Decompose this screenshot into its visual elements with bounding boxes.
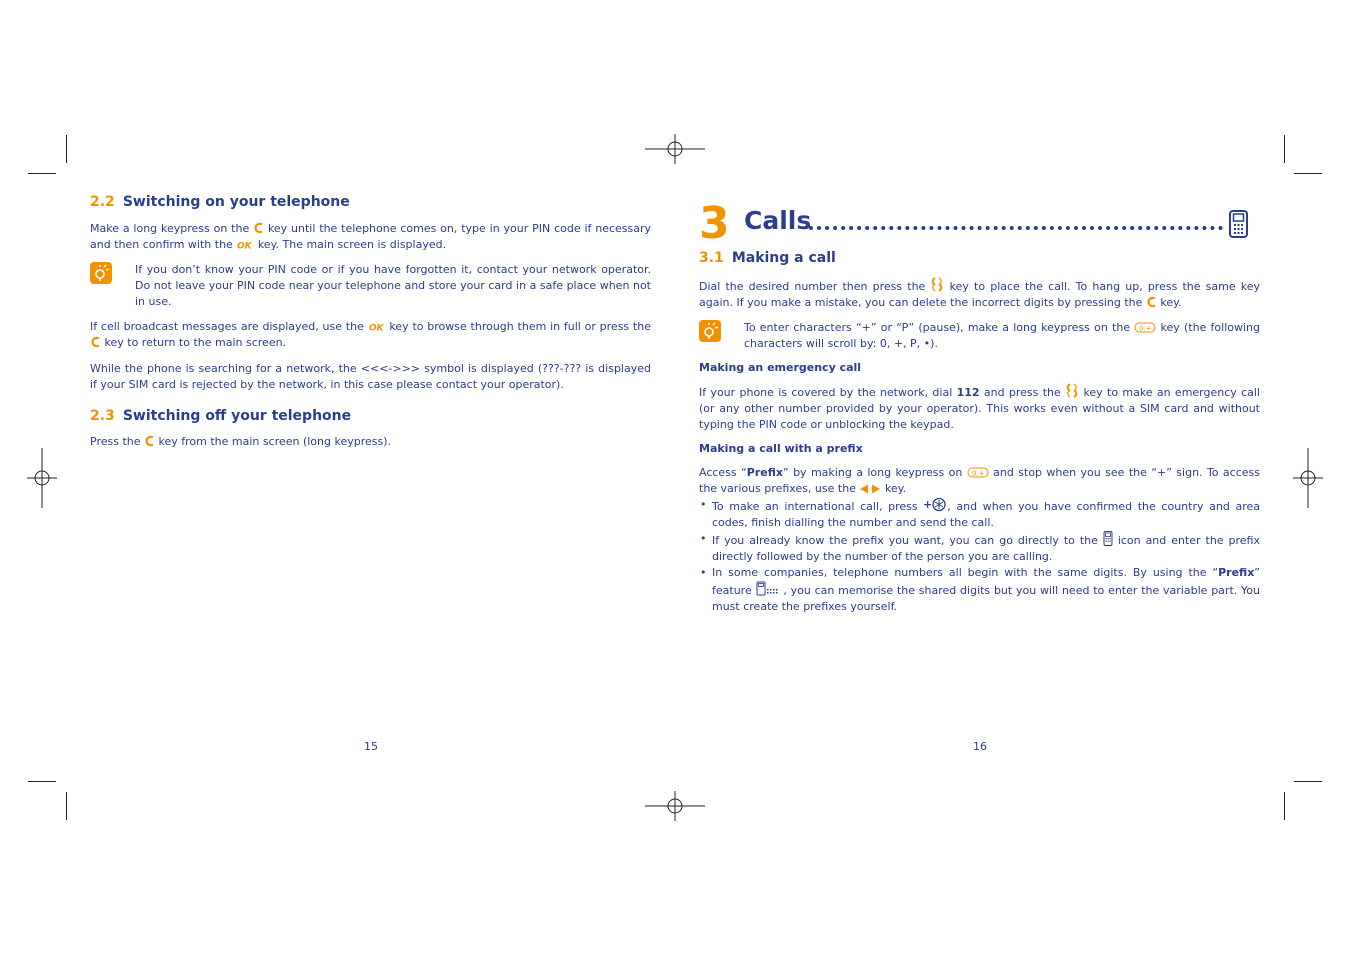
paragraph-switch-off	[90, 434, 651, 450]
text: Dial the desired number then press the	[699, 280, 926, 293]
section-2-2-heading	[90, 194, 651, 210]
section-3-1-heading	[699, 250, 1260, 266]
svg-text:0.+: 0.+	[1139, 324, 1152, 333]
section-title: Switching off your telephone	[122, 408, 352, 424]
text: key. The main screen is displayed.	[257, 238, 447, 251]
call-key-icon	[930, 277, 944, 292]
tip-text	[744, 320, 1260, 352]
prefix-heading: Making a call with a prefix	[699, 442, 863, 455]
right-page	[699, 250, 1260, 615]
phone-icon	[1103, 531, 1113, 546]
section-number: 3.1	[699, 250, 724, 266]
left-page	[90, 194, 651, 450]
c-key-icon	[1146, 296, 1157, 308]
svg-text:+: +	[923, 498, 933, 511]
svg-text:0.+: 0.+	[971, 469, 985, 478]
text: key to place the call. To hang up, press the same key again. If you make a mistake, you can delete the incorrect digits by pressing the	[699, 280, 1261, 309]
prefix-bullet-list	[699, 497, 1260, 615]
text: , and when you have confirmed the country and area codes, finish dialling the number and send the call.	[712, 500, 1260, 529]
section-number: 2.2	[90, 194, 115, 210]
text: ” by making a long keypress on	[782, 466, 963, 479]
chapter-heading	[699, 198, 1261, 249]
registration-mark-right	[1293, 448, 1323, 508]
text: To enter characters “+” or “P” (pause), make a long keypress on the	[744, 321, 1131, 334]
text: and press the	[983, 386, 1061, 399]
paragraph-network-search: While the phone is searching for a network, the <<<->>> symbol is displayed (???-??? is displayed if your SIM card is rejected by the network, in this case please contact your operator).	[90, 362, 651, 391]
text: key (the following characters will scroll by: 0, +, P, •).	[744, 321, 1261, 350]
paragraph-dial	[699, 277, 1260, 311]
tip-icon	[90, 262, 112, 284]
list-item	[699, 497, 1260, 531]
prefix-icon	[756, 581, 780, 596]
text: key.	[884, 482, 907, 495]
page-number-right: 16	[973, 740, 987, 753]
section-title: Making a call	[731, 250, 836, 266]
text: ” feature	[712, 566, 1260, 597]
text: , you can memorise the shared digits but you will need to enter the variable part. You must create the prefixes yourself.	[712, 584, 1261, 613]
paragraph-switch-on	[90, 221, 651, 253]
c-key-icon	[253, 222, 264, 234]
text: If you already know the prefix you want, you can go directly to the	[712, 534, 1098, 547]
text: In some companies, telephone numbers all begin with the same digits. By using the “	[712, 566, 1219, 579]
c-key-icon	[144, 435, 155, 447]
svg-text:OK: OK	[237, 241, 252, 250]
registration-mark-bottom	[645, 791, 705, 821]
chapter-leader-dots	[809, 226, 1223, 230]
section-title: Switching on your telephone	[122, 194, 350, 210]
text: and stop when you see the “+” sign. To access the various prefixes, use the	[699, 466, 1260, 495]
text: If your phone is covered by the network, dial	[699, 386, 953, 399]
paragraph-prefix	[699, 465, 1260, 497]
zero-key-icon	[967, 467, 989, 478]
page-number-left: 15	[364, 740, 378, 753]
text: key to make an emergency call (or any other number provided by your operator). This works even without a SIM card and without typing the PIN code or unblocking the keypad.	[699, 386, 1261, 431]
nav-left-right-icon	[859, 484, 881, 494]
tip-note	[90, 262, 651, 310]
call-key-icon	[1065, 383, 1079, 398]
text: To make an international call, press	[712, 500, 918, 513]
emergency-number: 112	[956, 386, 980, 399]
star-key-icon	[923, 497, 947, 512]
prefix-term: Prefix	[746, 466, 783, 479]
list-item	[699, 531, 1260, 565]
prefix-term: Prefix	[1218, 566, 1255, 579]
zero-key-icon	[1134, 322, 1156, 333]
list-item	[699, 565, 1260, 615]
text: If cell broadcast messages are displayed, use the	[90, 320, 364, 333]
c-key-icon	[90, 336, 101, 348]
text: icon and enter the prefix directly followed by the number of the person you are calling.	[712, 534, 1260, 563]
text: Make a long keypress on the	[90, 222, 250, 235]
ok-key-icon	[236, 240, 254, 250]
registration-mark-left	[27, 448, 57, 508]
text: key to browse through them in full or press the	[389, 320, 651, 333]
section-2-3-heading	[90, 408, 651, 424]
section-number: 2.3	[90, 408, 115, 424]
text: key until the telephone comes on, type in your PIN code if necessary and then confirm with the	[90, 222, 652, 251]
chapter-title: Calls	[744, 206, 812, 235]
text: Press the	[90, 435, 141, 448]
text: key to return to the main screen.	[104, 336, 287, 349]
phone-icon	[1229, 210, 1248, 238]
tip-text: If you don’t know your PIN code or if you have forgotten it, contact your network operator. Do not leave your PIN code near your telephone and store your card in a safe place when not in use.	[135, 263, 651, 308]
tip-icon	[699, 320, 721, 342]
paragraph-emergency	[699, 383, 1260, 433]
text: Access “	[699, 466, 747, 479]
text: key.	[1160, 296, 1182, 309]
text: key from the main screen (long keypress).	[158, 435, 392, 448]
ok-key-icon	[368, 322, 386, 332]
paragraph-cell-broadcast	[90, 319, 651, 351]
tip-note	[699, 320, 1260, 352]
chapter-number: 3	[699, 198, 730, 249]
registration-mark-top	[645, 134, 705, 164]
svg-text:OK: OK	[368, 323, 384, 332]
emergency-heading: Making an emergency call	[699, 361, 862, 374]
